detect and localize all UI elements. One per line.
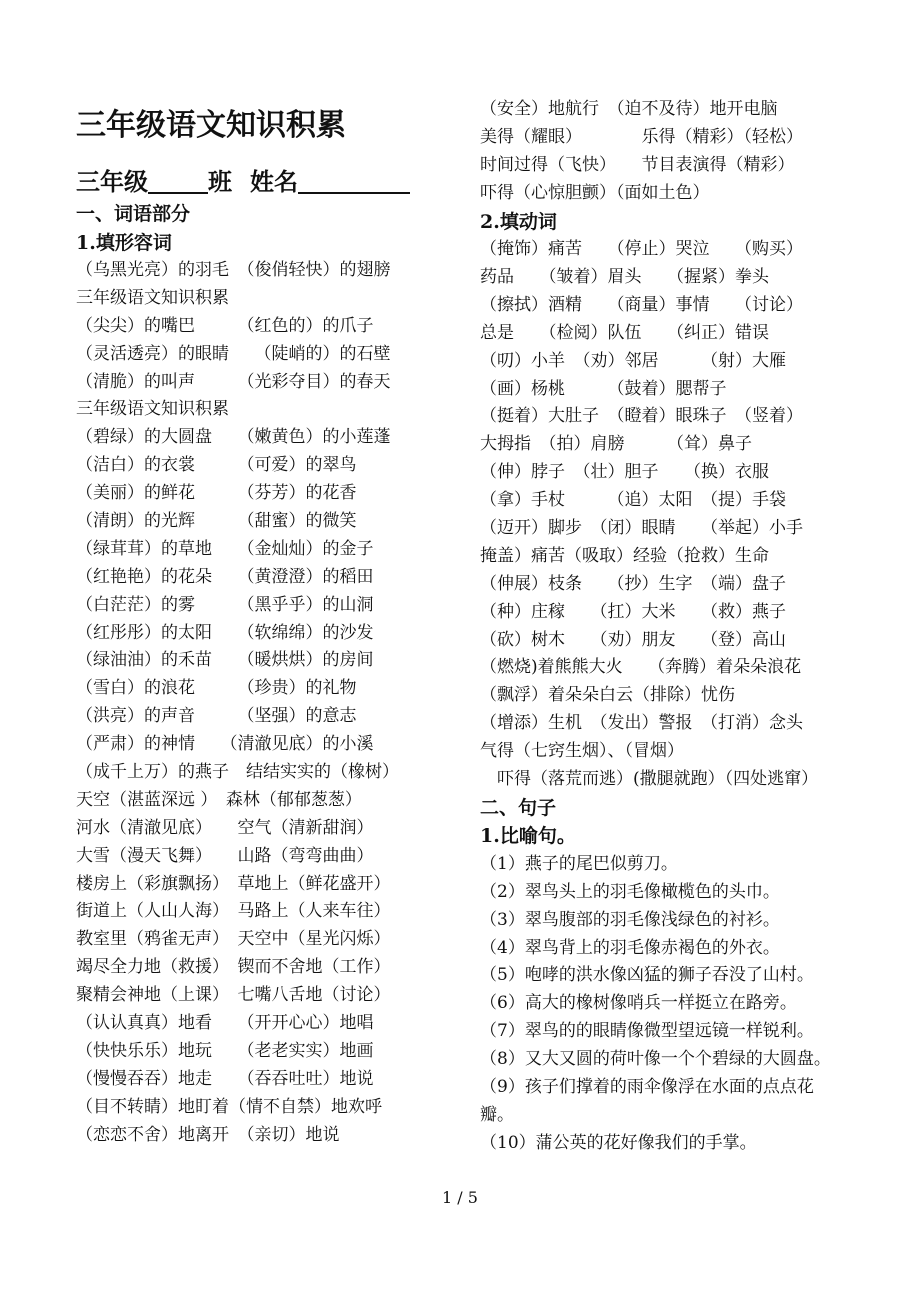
text-line: （慢慢吞吞）地走 （吞吞吐吐）地说 — [76, 1068, 374, 1089]
text-line: （砍）树木 （劝）朋友 （登）高山 — [480, 629, 786, 650]
text-line: （红艳艳）的花朵 （黄澄澄）的稻田 — [76, 566, 374, 587]
sentence-line: （5）咆哮的洪水像凶猛的狮子吞没了山村。 — [480, 965, 814, 986]
text-line: 掩盖）痛苦（吸取）经验（抢救）生命 — [480, 545, 769, 566]
page-number: 1 / 5 — [442, 1188, 478, 1207]
verb-list — [480, 236, 860, 794]
text-line: （灵活透亮）的眼睛 （陡峭的）的石壁 — [76, 343, 391, 364]
text-line: 聚精会神地（上课） 七嘴八舌地（讨论） — [76, 985, 391, 1006]
text-line: （种）庄稼 （扛）大米 （救）燕子 — [480, 601, 786, 622]
text-line: 吓得（心惊胆颤）（面如土色） — [480, 182, 710, 203]
text-line: 美得（耀眼） 乐得（精彩）（轻松） — [480, 126, 803, 147]
text-line: （增添）生机 （发出）警报 （打消）念头 — [480, 713, 803, 734]
text-line: （掩饰）痛苦 （停止）哭泣 （购买） — [480, 239, 803, 260]
sentence-line: 瓣。 — [480, 1104, 514, 1125]
subsection-heading: 1.填形容词 — [76, 231, 172, 254]
text-line: （尖尖）的嘴巴 （红色的）的爪子 — [76, 315, 374, 336]
adjective-list — [76, 257, 448, 1150]
subsection-heading: 2.填动词 — [480, 210, 557, 233]
ban-label: 班 — [208, 167, 232, 196]
sentence-line: （2）翠鸟头上的羽毛像橄榄色的头巾。 — [480, 881, 780, 902]
adverb-list — [480, 96, 860, 208]
name-label: 姓名 — [250, 167, 298, 196]
text-line: （清脆）的叫声 （光彩夺目）的春天 — [76, 371, 391, 392]
sentence-line: （4）翠鸟背上的羽毛像赤褐色的外衣。 — [480, 937, 780, 958]
text-line: （飘浮）着朵朵白云（排除）忧伤 — [480, 685, 735, 706]
text-line: （伸展）枝条 （抄）生字 （端）盘子 — [480, 573, 786, 594]
text-line: 气得（七窍生烟）、（冒烟） — [480, 741, 684, 762]
sentence-line: （9）孩子们撑着的雨伞像浮在水面的点点花 — [480, 1077, 814, 1097]
sentence-line: （7）翠鸟的的眼睛像微型望远镜一样锐利。 — [480, 1021, 814, 1042]
text-line: （叨）小羊 （劝）邻居 （射）大雁 — [480, 350, 786, 371]
text-line: 大拇指 （拍）肩膀 （耸）鼻子 — [480, 434, 752, 455]
text-line: （白茫茫）的雾 （黑乎乎）的山洞 — [76, 594, 374, 615]
page-title: 三年级语文知识积累 — [76, 108, 346, 143]
subsection-heading: 1.比喻句。 — [480, 825, 576, 848]
sentence-line: （3）翠鸟腹部的羽毛像浅绿色的衬衫。 — [480, 909, 780, 930]
text-line: 天空（湛蓝深远 ） 森林（郁郁葱葱） — [76, 789, 362, 810]
text-line: （挺着）大肚子 （瞪着）眼珠子 （竖着） — [480, 406, 803, 427]
text-line: 教室里（鸦雀无声） 天空中（星光闪烁） — [76, 929, 391, 950]
text-line: （迈开）脚步 （闭）眼睛 （举起）小手 — [480, 517, 803, 538]
sentence-line: （1）燕子的尾巴似剪刀。 — [480, 853, 678, 874]
sentence-line: （6）高大的橡树像哨兵一样挺立在路旁。 — [480, 993, 797, 1014]
text-line: （雪白）的浪花 （珍贵）的礼物 — [76, 678, 357, 699]
text-line: （恋恋不舍）地离开 （亲切）地说 — [76, 1124, 340, 1145]
sentence-list — [480, 851, 860, 1158]
text-line: 三年级语文知识积累 — [76, 399, 229, 420]
text-line: 时间过得（飞快） 节目表演得（精彩） — [480, 154, 795, 175]
text-line: （拿）手杖 （追）太阳 （提）手袋 — [480, 490, 786, 511]
left-column — [76, 96, 448, 1150]
class-blank[interactable] — [148, 168, 208, 194]
text-line: （绿油油）的禾苗 （暖烘烘）的房间 — [76, 650, 374, 671]
text-line: （洪亮）的声音 （坚强）的意志 — [76, 706, 357, 727]
text-line: （严肃）的神情 （清澈见底）的小溪 — [76, 734, 374, 755]
text-line: （成千上万）的燕子 结结实实的（橡树） — [76, 762, 399, 783]
sentence-line: （8）又大又圆的荷叶像一个个碧绿的大圆盘。 — [480, 1049, 831, 1070]
text-line: 三年级语文知识积累 — [76, 287, 229, 308]
sentence-line: （10）蒲公英的花好像我们的手掌。 — [480, 1132, 757, 1153]
class-name-line — [76, 164, 448, 200]
text-line: 吓得（落荒而逃）(撒腿就跑）（四处逃窜） — [480, 768, 819, 789]
text-line: （安全）地航行 （迫不及待）地开电脑 — [480, 99, 778, 119]
text-line: （清朗）的光辉 （甜蜜）的微笑 — [76, 511, 357, 532]
right-column — [480, 96, 860, 1158]
text-line: （洁白）的衣裳 （可爱）的翠鸟 — [76, 455, 357, 476]
text-line: 河水（清澈见底） 空气（清新甜润） — [76, 817, 374, 838]
text-line: 总是 （检阅）队伍 （纠正）错误 — [480, 322, 769, 343]
text-line: （美丽）的鲜花 （芬芳）的花香 — [76, 483, 357, 504]
text-line: （画）杨桃 （鼓着）腮帮子 — [480, 378, 727, 399]
text-line: 药品 （皱着）眉头 （握紧）拳头 — [480, 266, 769, 287]
text-line: （红彤彤）的太阳 （软绵绵）的沙发 — [76, 622, 374, 643]
text-line: （乌黑光亮）的羽毛 （俊俏轻快）的翅膀 — [76, 260, 391, 280]
section-heading: 一、词语部分 — [76, 203, 191, 225]
grade-label: 三年级 — [76, 167, 148, 196]
text-line: （碧绿）的大圆盘 （嫩黄色）的小莲蓬 — [76, 427, 391, 448]
text-line: 街道上（人山人海） 马路上（人来车往） — [76, 901, 391, 922]
text-line: 楼房上（彩旗飘扬） 草地上（鲜花盛开） — [76, 873, 391, 894]
name-blank[interactable] — [298, 168, 410, 194]
text-line: （认认真真）地看 （开开心心）地唱 — [76, 1013, 374, 1034]
text-line: （快快乐乐）地玩 （老老实实）地画 — [76, 1040, 374, 1061]
text-line: （目不转睛）地盯着（情不自禁）地欢呼 — [76, 1096, 382, 1117]
section-heading: 二、句子 — [480, 796, 557, 819]
text-line: （伸）脖子 （壮）胆子 （换）衣服 — [480, 462, 769, 483]
text-line: （擦拭）酒精 （商量）事情 （讨论） — [480, 294, 803, 315]
text-line: 大雪（漫天飞舞） 山路（弯弯曲曲） — [76, 845, 374, 866]
text-line: （燃烧)着熊熊大火 （奔腾）着朵朵浪花 — [480, 657, 802, 678]
text-line: （绿茸茸）的草地 （金灿灿）的金子 — [76, 538, 374, 559]
text-line: 竭尽全力地（救援） 锲而不舍地（工作） — [76, 957, 391, 978]
